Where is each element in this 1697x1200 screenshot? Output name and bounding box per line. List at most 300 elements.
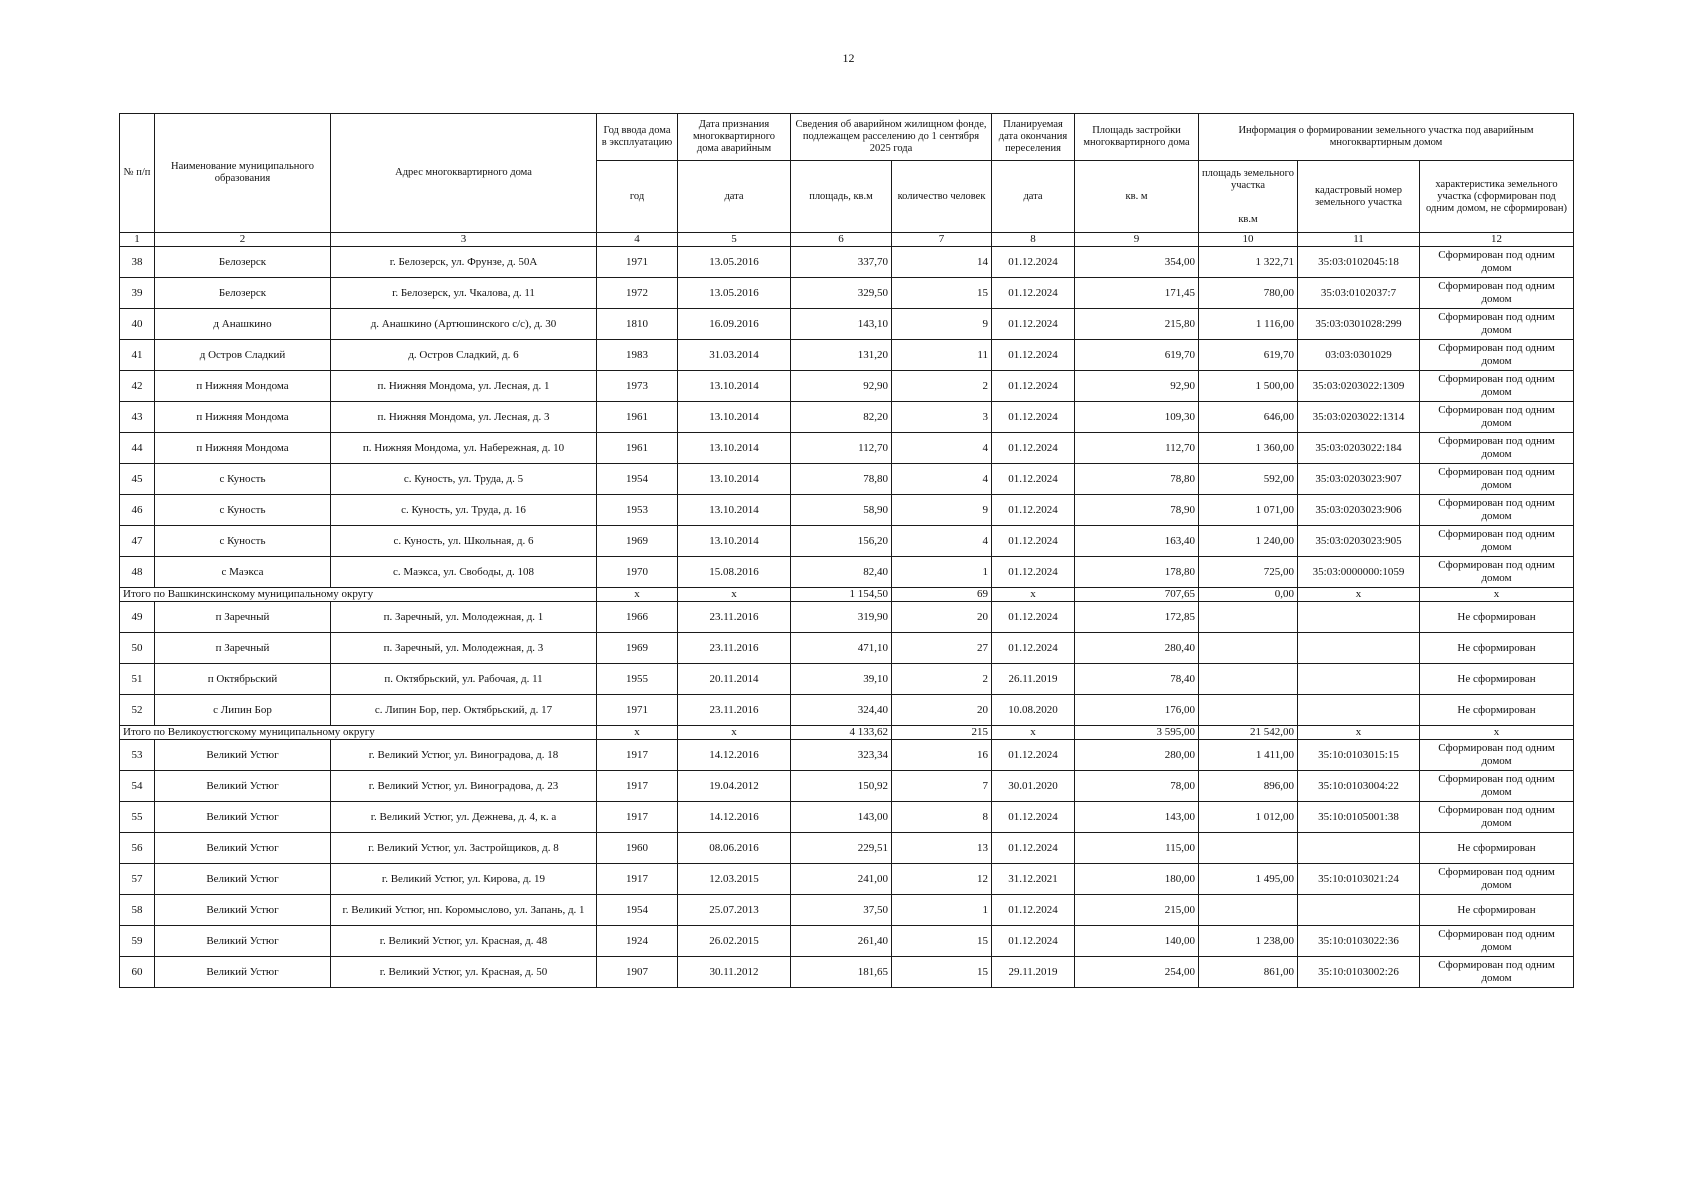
- people-cell: 69: [892, 588, 992, 602]
- building-area-cell: 115,00: [1075, 833, 1199, 864]
- address-cell: г. Великий Устюг, нп. Коромыслово, ул. Запань, д. 1: [331, 895, 597, 926]
- year-cell: 1972: [597, 278, 678, 309]
- municipality-cell: п Нижняя Мондома: [155, 433, 331, 464]
- area-cell: 78,80: [791, 464, 892, 495]
- people-cell: 1: [892, 557, 992, 588]
- land-area-cell: 1 360,00: [1199, 433, 1298, 464]
- area-cell: 58,90: [791, 495, 892, 526]
- address-cell: г. Великий Устюг, ул. Виноградова, д. 18: [331, 740, 597, 771]
- area-cell: 82,20: [791, 402, 892, 433]
- building-area-cell: 172,85: [1075, 602, 1199, 633]
- cadastral-cell: [1298, 833, 1420, 864]
- building-area-cell: 215,00: [1075, 895, 1199, 926]
- year-cell: x: [597, 726, 678, 740]
- header-land-status: характеристика земельного участка (сформирован под одним домом, не сформирован): [1420, 161, 1574, 233]
- building-area-cell: 163,40: [1075, 526, 1199, 557]
- year-cell: 1953: [597, 495, 678, 526]
- address-cell: п. Заречный, ул. Молодежная, д. 1: [331, 602, 597, 633]
- header-land-area-unit: кв.м: [1238, 213, 1258, 225]
- building-area-cell: 171,45: [1075, 278, 1199, 309]
- page-number: 12: [842, 51, 855, 65]
- emergency-date-cell: x: [678, 588, 791, 602]
- address-cell: г. Белозерск, ул. Чкалова, д. 11: [331, 278, 597, 309]
- cadastral-cell: 35:10:0105001:38: [1298, 802, 1420, 833]
- emergency-date-cell: 13.10.2014: [678, 495, 791, 526]
- area-cell: 37,50: [791, 895, 892, 926]
- emergency-date-cell: 08.06.2016: [678, 833, 791, 864]
- municipality-cell: Великий Устюг: [155, 895, 331, 926]
- header-address: Адрес многоквартирного дома: [331, 114, 597, 233]
- emergency-date-cell: 14.12.2016: [678, 802, 791, 833]
- people-cell: 16: [892, 740, 992, 771]
- municipality-cell: п Октябрьский: [155, 664, 331, 695]
- address-cell: с. Куность, ул. Труда, д. 5: [331, 464, 597, 495]
- header-land-area: [1199, 161, 1298, 233]
- emergency-date-cell: 12.03.2015: [678, 864, 791, 895]
- table-row: [120, 833, 1574, 864]
- area-cell: 181,65: [791, 957, 892, 988]
- land-status-cell: Сформирован под одним домом: [1420, 278, 1574, 309]
- building-area-cell: 3 595,00: [1075, 726, 1199, 740]
- planned-date-cell: x: [992, 588, 1075, 602]
- header-municipality: Наименование муниципального образования: [155, 114, 331, 233]
- column-number: 7: [892, 233, 992, 247]
- year-cell: 1983: [597, 340, 678, 371]
- land-status-cell: Сформирован под одним домом: [1420, 402, 1574, 433]
- table-row: [120, 664, 1574, 695]
- land-area-cell: [1199, 633, 1298, 664]
- building-area-cell: 707,65: [1075, 588, 1199, 602]
- cadastral-cell: 35:03:0203022:1309: [1298, 371, 1420, 402]
- header-no: № п/п: [120, 114, 155, 233]
- total-row: [120, 726, 1574, 740]
- unit-area: площадь, кв.м: [791, 161, 892, 233]
- building-area-cell: 280,00: [1075, 740, 1199, 771]
- year-cell: 1917: [597, 802, 678, 833]
- building-area-cell: 78,90: [1075, 495, 1199, 526]
- planned-date-cell: 01.12.2024: [992, 602, 1075, 633]
- row-number: 57: [120, 864, 155, 895]
- row-number: 42: [120, 371, 155, 402]
- land-status-cell: Сформирован под одним домом: [1420, 864, 1574, 895]
- row-number: 49: [120, 602, 155, 633]
- address-cell: п. Нижняя Мондома, ул. Набережная, д. 10: [331, 433, 597, 464]
- table-row: [120, 557, 1574, 588]
- table-row: [120, 926, 1574, 957]
- address-cell: с. Маэкса, ул. Свободы, д. 108: [331, 557, 597, 588]
- column-number: 11: [1298, 233, 1420, 247]
- address-cell: г. Великий Устюг, ул. Красная, д. 48: [331, 926, 597, 957]
- people-cell: 13: [892, 833, 992, 864]
- row-number: 47: [120, 526, 155, 557]
- municipality-cell: п Нижняя Мондома: [155, 371, 331, 402]
- row-number: 44: [120, 433, 155, 464]
- area-cell: 241,00: [791, 864, 892, 895]
- table-row: [120, 464, 1574, 495]
- planned-date-cell: 01.12.2024: [992, 247, 1075, 278]
- people-cell: 2: [892, 371, 992, 402]
- land-status-cell: Сформирован под одним домом: [1420, 957, 1574, 988]
- planned-date-cell: 01.12.2024: [992, 340, 1075, 371]
- row-number: 48: [120, 557, 155, 588]
- cadastral-cell: [1298, 602, 1420, 633]
- cadastral-cell: 35:03:0203022:184: [1298, 433, 1420, 464]
- year-cell: 1924: [597, 926, 678, 957]
- year-cell: 1907: [597, 957, 678, 988]
- land-area-cell: 619,70: [1199, 340, 1298, 371]
- land-status-cell: Сформирован под одним домом: [1420, 309, 1574, 340]
- year-cell: 1970: [597, 557, 678, 588]
- land-status-cell: Сформирован под одним домом: [1420, 247, 1574, 278]
- land-status-cell: Сформирован под одним домом: [1420, 526, 1574, 557]
- municipality-cell: Великий Устюг: [155, 957, 331, 988]
- planned-date-cell: 01.12.2024: [992, 740, 1075, 771]
- column-number: 2: [155, 233, 331, 247]
- row-number: 58: [120, 895, 155, 926]
- address-cell: г. Великий Устюг, ул. Красная, д. 50: [331, 957, 597, 988]
- land-area-cell: [1199, 695, 1298, 726]
- year-cell: 1810: [597, 309, 678, 340]
- land-status-cell: Сформирован под одним домом: [1420, 926, 1574, 957]
- row-number: 40: [120, 309, 155, 340]
- year-cell: 1954: [597, 895, 678, 926]
- unit-date: дата: [678, 161, 791, 233]
- planned-date-cell: 01.12.2024: [992, 495, 1075, 526]
- emergency-date-cell: 13.10.2014: [678, 464, 791, 495]
- planned-date-cell: 01.12.2024: [992, 802, 1075, 833]
- emergency-date-cell: 13.05.2016: [678, 247, 791, 278]
- building-area-cell: 140,00: [1075, 926, 1199, 957]
- people-cell: 2: [892, 664, 992, 695]
- planned-date-cell: 01.12.2024: [992, 371, 1075, 402]
- address-cell: с. Куность, ул. Труда, д. 16: [331, 495, 597, 526]
- planned-date-cell: 26.11.2019: [992, 664, 1075, 695]
- people-cell: 4: [892, 526, 992, 557]
- address-cell: п. Нижняя Мондома, ул. Лесная, д. 3: [331, 402, 597, 433]
- building-area-cell: 180,00: [1075, 864, 1199, 895]
- people-cell: 4: [892, 464, 992, 495]
- people-cell: 3: [892, 402, 992, 433]
- land-status-cell: Не сформирован: [1420, 895, 1574, 926]
- planned-date-cell: 01.12.2024: [992, 433, 1075, 464]
- year-cell: 1973: [597, 371, 678, 402]
- emergency-date-cell: 30.11.2012: [678, 957, 791, 988]
- cadastral-cell: 35:03:0203022:1314: [1298, 402, 1420, 433]
- table-row: [120, 602, 1574, 633]
- area-cell: 143,00: [791, 802, 892, 833]
- row-number: 53: [120, 740, 155, 771]
- building-area-cell: 280,40: [1075, 633, 1199, 664]
- year-cell: 1960: [597, 833, 678, 864]
- header-building-area: Площадь застройки многоквартирного дома: [1075, 114, 1199, 161]
- cadastral-cell: 35:10:0103004:22: [1298, 771, 1420, 802]
- row-number: 55: [120, 802, 155, 833]
- municipality-cell: с Маэкса: [155, 557, 331, 588]
- cadastral-cell: 35:03:0203023:905: [1298, 526, 1420, 557]
- table-row: [120, 495, 1574, 526]
- planned-date-cell: 31.12.2021: [992, 864, 1075, 895]
- emergency-date-cell: 23.11.2016: [678, 602, 791, 633]
- people-cell: 8: [892, 802, 992, 833]
- land-status-cell: Сформирован под одним домом: [1420, 557, 1574, 588]
- area-cell: 1 154,50: [791, 588, 892, 602]
- land-area-cell: 592,00: [1199, 464, 1298, 495]
- land-area-cell: [1199, 833, 1298, 864]
- row-number: 39: [120, 278, 155, 309]
- planned-date-cell: x: [992, 726, 1075, 740]
- address-cell: п. Октябрьский, ул. Рабочая, д. 11: [331, 664, 597, 695]
- municipality-cell: Великий Устюг: [155, 771, 331, 802]
- municipality-cell: п Нижняя Мондома: [155, 402, 331, 433]
- land-area-cell: 896,00: [1199, 771, 1298, 802]
- building-area-cell: 619,70: [1075, 340, 1199, 371]
- municipality-cell: Великий Устюг: [155, 740, 331, 771]
- cadastral-cell: [1298, 664, 1420, 695]
- area-cell: 156,20: [791, 526, 892, 557]
- table-row: [120, 340, 1574, 371]
- land-status-cell: Сформирован под одним домом: [1420, 802, 1574, 833]
- row-number: 56: [120, 833, 155, 864]
- emergency-date-cell: 23.11.2016: [678, 633, 791, 664]
- municipality-cell: п Заречный: [155, 602, 331, 633]
- area-cell: 92,90: [791, 371, 892, 402]
- area-cell: 337,70: [791, 247, 892, 278]
- building-area-cell: 354,00: [1075, 247, 1199, 278]
- people-cell: 4: [892, 433, 992, 464]
- address-cell: д. Остров Сладкий, д. 6: [331, 340, 597, 371]
- planned-date-cell: 29.11.2019: [992, 957, 1075, 988]
- area-cell: 39,10: [791, 664, 892, 695]
- people-cell: 27: [892, 633, 992, 664]
- table-body: [120, 247, 1574, 988]
- land-area-cell: 1 240,00: [1199, 526, 1298, 557]
- address-cell: с. Липин Бор, пер. Октябрьский, д. 17: [331, 695, 597, 726]
- row-number: 54: [120, 771, 155, 802]
- table-row: [120, 864, 1574, 895]
- row-number: 60: [120, 957, 155, 988]
- building-area-cell: 109,30: [1075, 402, 1199, 433]
- municipality-cell: с Куность: [155, 495, 331, 526]
- cadastral-cell: [1298, 633, 1420, 664]
- cadastral-cell: 35:10:0103015:15: [1298, 740, 1420, 771]
- people-cell: 14: [892, 247, 992, 278]
- area-cell: 319,90: [791, 602, 892, 633]
- cadastral-cell: [1298, 695, 1420, 726]
- area-cell: 82,40: [791, 557, 892, 588]
- cadastral-cell: 35:03:0000000:1059: [1298, 557, 1420, 588]
- header-planned-date: Планируемая дата окончания переселения: [992, 114, 1075, 161]
- unit-plan-date: дата: [992, 161, 1075, 233]
- cadastral-cell: 35:03:0203023:907: [1298, 464, 1420, 495]
- row-number: 46: [120, 495, 155, 526]
- municipality-cell: Белозерск: [155, 247, 331, 278]
- planned-date-cell: 01.12.2024: [992, 895, 1075, 926]
- land-status-cell: Сформирован под одним домом: [1420, 464, 1574, 495]
- planned-date-cell: 01.12.2024: [992, 926, 1075, 957]
- people-cell: 1: [892, 895, 992, 926]
- emergency-date-cell: 13.10.2014: [678, 402, 791, 433]
- table-row: [120, 695, 1574, 726]
- table-row: [120, 247, 1574, 278]
- cadastral-cell: 35:10:0103022:36: [1298, 926, 1420, 957]
- people-cell: 215: [892, 726, 992, 740]
- total-label: Итого по Великоустюгскому муниципальному округу: [120, 726, 597, 740]
- land-status-cell: Сформирован под одним домом: [1420, 771, 1574, 802]
- land-area-cell: [1199, 895, 1298, 926]
- land-status-cell: Сформирован под одним домом: [1420, 340, 1574, 371]
- emergency-date-cell: 13.10.2014: [678, 433, 791, 464]
- cadastral-cell: 35:03:0301028:299: [1298, 309, 1420, 340]
- row-number: 50: [120, 633, 155, 664]
- column-number: 12: [1420, 233, 1574, 247]
- table-row: [120, 278, 1574, 309]
- cadastral-cell: x: [1298, 726, 1420, 740]
- area-cell: 143,10: [791, 309, 892, 340]
- municipality-cell: п Заречный: [155, 633, 331, 664]
- year-cell: x: [597, 588, 678, 602]
- header-land-info: Информация о формировании земельного участка под аварийным многоквартирным домом: [1199, 114, 1574, 161]
- municipality-cell: с Куность: [155, 464, 331, 495]
- cadastral-cell: 35:10:0103002:26: [1298, 957, 1420, 988]
- year-cell: 1955: [597, 664, 678, 695]
- column-number: 8: [992, 233, 1075, 247]
- cadastral-cell: 35:03:0203023:906: [1298, 495, 1420, 526]
- planned-date-cell: 30.01.2020: [992, 771, 1075, 802]
- emergency-date-cell: 19.04.2012: [678, 771, 791, 802]
- unit-year: год: [597, 161, 678, 233]
- table-row: [120, 402, 1574, 433]
- row-number: 43: [120, 402, 155, 433]
- land-area-cell: 1 411,00: [1199, 740, 1298, 771]
- planned-date-cell: 01.12.2024: [992, 278, 1075, 309]
- header-housing-fund: Сведения об аварийном жилищном фонде, подлежащем расселению до 1 сентября 2025 года: [791, 114, 992, 161]
- table-row: [120, 526, 1574, 557]
- emergency-date-cell: 14.12.2016: [678, 740, 791, 771]
- column-number: 5: [678, 233, 791, 247]
- area-cell: 261,40: [791, 926, 892, 957]
- year-cell: 1961: [597, 433, 678, 464]
- cadastral-cell: 03:03:0301029: [1298, 340, 1420, 371]
- emergency-date-cell: x: [678, 726, 791, 740]
- land-status-cell: Не сформирован: [1420, 633, 1574, 664]
- emergency-date-cell: 13.10.2014: [678, 371, 791, 402]
- address-cell: г. Великий Устюг, ул. Дежнева, д. 4, к. а: [331, 802, 597, 833]
- address-cell: г. Великий Устюг, ул. Застройщиков, д. 8: [331, 833, 597, 864]
- people-cell: 15: [892, 957, 992, 988]
- header-emergency-date: Дата признания многоквартирного дома аварийным: [678, 114, 791, 161]
- year-cell: 1971: [597, 695, 678, 726]
- planned-date-cell: 01.12.2024: [992, 526, 1075, 557]
- municipality-cell: Белозерск: [155, 278, 331, 309]
- area-cell: 329,50: [791, 278, 892, 309]
- emergency-date-cell: 13.10.2014: [678, 526, 791, 557]
- row-number: 51: [120, 664, 155, 695]
- municipality-cell: Великий Устюг: [155, 833, 331, 864]
- planned-date-cell: 01.12.2024: [992, 833, 1075, 864]
- municipality-cell: д Остров Сладкий: [155, 340, 331, 371]
- land-status-cell: Не сформирован: [1420, 695, 1574, 726]
- address-cell: г. Белозерск, ул. Фрунзе, д. 50А: [331, 247, 597, 278]
- column-number: 9: [1075, 233, 1199, 247]
- unit-building-area: кв. м: [1075, 161, 1199, 233]
- municipality-cell: с Куность: [155, 526, 331, 557]
- year-cell: 1917: [597, 771, 678, 802]
- header-cadastral: кадастровый номер земельного участка: [1298, 161, 1420, 233]
- land-status-cell: Сформирован под одним домом: [1420, 495, 1574, 526]
- year-cell: 1917: [597, 864, 678, 895]
- municipality-cell: Великий Устюг: [155, 802, 331, 833]
- area-cell: 323,34: [791, 740, 892, 771]
- year-cell: 1966: [597, 602, 678, 633]
- land-area-cell: 0,00: [1199, 588, 1298, 602]
- column-number: 10: [1199, 233, 1298, 247]
- row-number: 52: [120, 695, 155, 726]
- people-cell: 9: [892, 495, 992, 526]
- land-area-cell: 1 500,00: [1199, 371, 1298, 402]
- row-number: 38: [120, 247, 155, 278]
- land-area-cell: 1 012,00: [1199, 802, 1298, 833]
- address-cell: п. Нижняя Мондома, ул. Лесная, д. 1: [331, 371, 597, 402]
- land-area-cell: [1199, 602, 1298, 633]
- table-row: [120, 309, 1574, 340]
- table-row: [120, 957, 1574, 988]
- municipality-cell: Великий Устюг: [155, 864, 331, 895]
- building-area-cell: 78,00: [1075, 771, 1199, 802]
- cadastral-cell: 35:03:0102037:7: [1298, 278, 1420, 309]
- building-area-cell: 254,00: [1075, 957, 1199, 988]
- table-row: [120, 740, 1574, 771]
- people-cell: 7: [892, 771, 992, 802]
- emergency-date-cell: 23.11.2016: [678, 695, 791, 726]
- row-number: 41: [120, 340, 155, 371]
- building-area-cell: 92,90: [1075, 371, 1199, 402]
- land-status-cell: Не сформирован: [1420, 833, 1574, 864]
- area-cell: 229,51: [791, 833, 892, 864]
- table-row: [120, 895, 1574, 926]
- unit-people: количество человек: [892, 161, 992, 233]
- area-cell: 4 133,62: [791, 726, 892, 740]
- land-status-cell: Сформирован под одним домом: [1420, 371, 1574, 402]
- year-cell: 1969: [597, 633, 678, 664]
- emergency-housing-table: [119, 113, 1574, 988]
- area-cell: 150,92: [791, 771, 892, 802]
- municipality-cell: Великий Устюг: [155, 926, 331, 957]
- land-area-cell: 780,00: [1199, 278, 1298, 309]
- planned-date-cell: 01.12.2024: [992, 557, 1075, 588]
- planned-date-cell: 01.12.2024: [992, 464, 1075, 495]
- year-cell: 1917: [597, 740, 678, 771]
- land-area-cell: 1 071,00: [1199, 495, 1298, 526]
- cadastral-cell: 35:03:0102045:18: [1298, 247, 1420, 278]
- people-cell: 9: [892, 309, 992, 340]
- emergency-date-cell: 13.05.2016: [678, 278, 791, 309]
- cadastral-cell: [1298, 895, 1420, 926]
- year-cell: 1969: [597, 526, 678, 557]
- land-status-cell: Не сформирован: [1420, 664, 1574, 695]
- row-number: 59: [120, 926, 155, 957]
- people-cell: 15: [892, 278, 992, 309]
- column-numbers-row: [120, 233, 1574, 247]
- land-status-cell: Сформирован под одним домом: [1420, 740, 1574, 771]
- people-cell: 20: [892, 602, 992, 633]
- people-cell: 15: [892, 926, 992, 957]
- land-area-cell: 725,00: [1199, 557, 1298, 588]
- table-row: [120, 802, 1574, 833]
- land-status-cell: x: [1420, 726, 1574, 740]
- total-row: [120, 588, 1574, 602]
- area-cell: 112,70: [791, 433, 892, 464]
- total-label: Итого по Вашкинскинскому муниципальному округу: [120, 588, 597, 602]
